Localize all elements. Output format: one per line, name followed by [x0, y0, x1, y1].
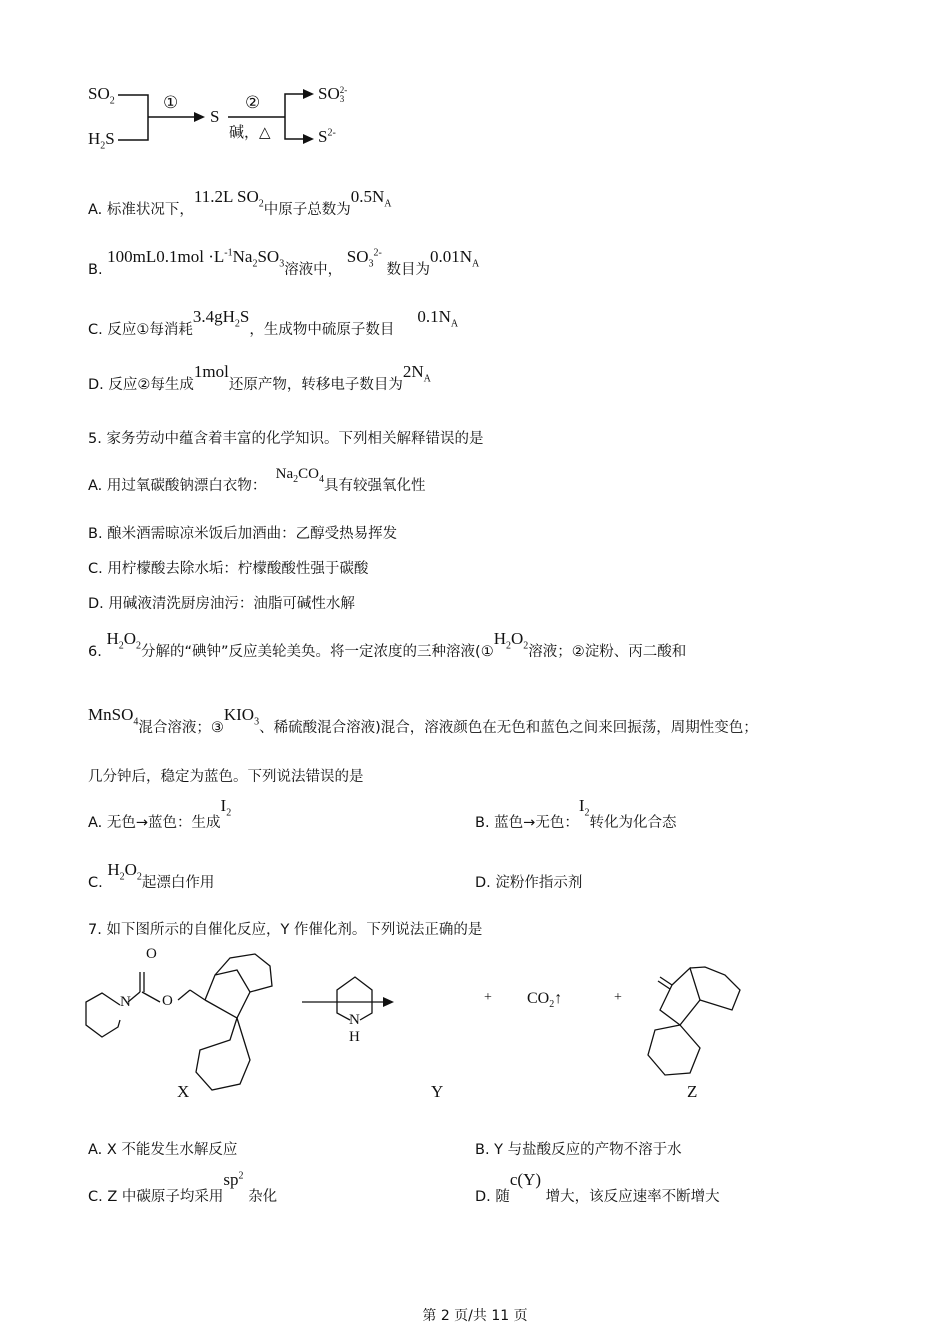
- label-y: Y: [431, 1082, 444, 1101]
- option-6b: B. 蓝色→无色：$I_2$转化为化合态: [475, 796, 677, 831]
- question-6-line-2: MnSO$_4$混合溶液；$③KIO_3$、稀硫酸混合溶液)混合，溶液颜色在无色和蓝色之间来回振荡，周期性变色；: [88, 705, 758, 736]
- label-x: X: [177, 1082, 190, 1101]
- page-footer: 第 2 页/共 11 页: [422, 1308, 528, 1324]
- step-2-label: ②: [245, 93, 261, 112]
- option-4b: B. $100mL0.1mol \cdot L^{-1}Na_2SO_3$溶液中， $SO_3^{2-}$ 数目为$0.01N_A$: [88, 247, 480, 278]
- ester-o-label: O: [162, 993, 173, 1009]
- option-4c: C. 反应①每消耗$3.4gH_2S$，生成物中硫原子数目 $0.1N_A$: [88, 307, 459, 338]
- option-7d: D. 随c(Y) 增大，该反应速率不断增大: [475, 1170, 720, 1205]
- sulfur-label: S: [210, 107, 220, 126]
- plus-sign: +: [484, 990, 492, 1005]
- condition-label: 碱，△: [229, 123, 271, 141]
- structure-x: [86, 954, 272, 1090]
- h2s-label: $H_2S$: [88, 129, 115, 152]
- plus-sign: +: [614, 990, 622, 1005]
- option-7b: B. Y 与盐酸反应的产物不溶于水: [475, 1142, 682, 1158]
- question-6-line-3: 几分钟后，稳定为蓝色。下列说法错误的是: [88, 769, 364, 785]
- option-6d: D. 淀粉作指示剂: [475, 875, 583, 891]
- structure-z: [648, 967, 740, 1075]
- step-1-label: ①: [163, 93, 179, 112]
- y-nitrogen-label: N: [349, 1012, 360, 1028]
- option-7c: C. Z 中碳原子均采用$sp^2$ 杂化: [88, 1170, 278, 1205]
- option-5a: A. 用过氧碳酸钠漂白衣物： $Na_2CO_4$具有较强氧化性: [88, 466, 426, 494]
- option-4a: A. 标准状况下，11.2L $SO_2$中原子总数为$0.5N_A$: [88, 187, 392, 218]
- option-6c: C. $H_2O_2$起漂白作用: [88, 860, 215, 891]
- x-nitrogen-label: N: [120, 994, 131, 1010]
- carbonyl-o-label: O: [146, 946, 157, 962]
- co2-label: $CO_2↑$: [527, 990, 563, 1011]
- option-6a: A. 无色→蓝色：生成$I_2$: [88, 796, 232, 831]
- option-5c: C. 用柠檬酸去除水垢：柠檬酸酸性强于碳酸: [88, 561, 369, 577]
- option-5d: D. 用碱液清洗厨房油污：油脂可碱性水解: [88, 596, 355, 612]
- question-6-line-1: 6. $H_2O_2$分解的“碘钟”反应美轮美奂。将一定浓度的三种溶液($①H_2O_2$溶液；②淀粉、丙二酸和: [88, 629, 687, 660]
- so2-label: $SO_2$: [88, 84, 115, 107]
- question-5-stem: 5. 家务劳动中蕴含着丰富的化学知识。下列相关解释错误的是: [88, 431, 484, 447]
- sulfite-label: SO2- 3: [318, 84, 348, 105]
- label-z: Z: [687, 1082, 698, 1101]
- sulfide-label: $S^{2-}$: [318, 127, 336, 146]
- option-7a: A. X 不能发生水解反应: [88, 1142, 238, 1158]
- y-hydrogen-label: H: [349, 1029, 360, 1045]
- option-4d: D. 反应②每生成1mol还原产物，转移电子数目为$2N_A$: [88, 362, 431, 393]
- option-5b: B. 酿米酒需晾凉米饭后加酒曲：乙醇受热易挥发: [88, 526, 398, 542]
- question-7-stem: 7. 如下图所示的自催化反应，Y 作催化剂。下列说法正确的是: [88, 922, 483, 938]
